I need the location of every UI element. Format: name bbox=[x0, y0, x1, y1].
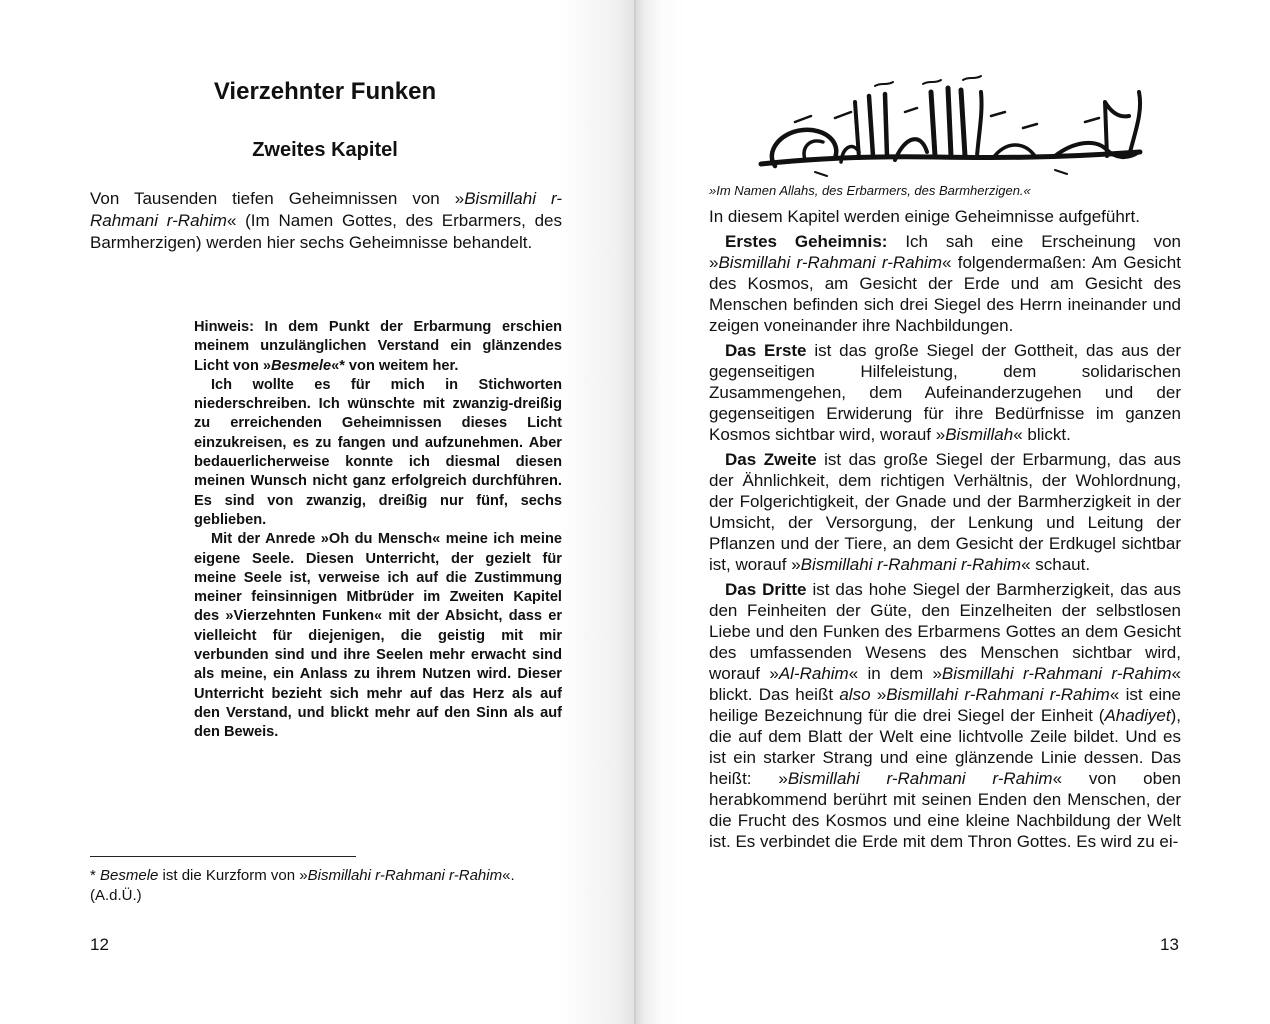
chapter-subtitle: Zweites Kapitel bbox=[252, 139, 398, 161]
body-text: « in dem » bbox=[848, 664, 942, 683]
note-paragraph: Mit der Anrede »Oh du Mensch« meine ich meine eigene Seele. Diesen Unterricht, der gezielt für meine Seele ist, verweise ich auf die Zustimmung meiner feinsinnigen Mitbrüder im Zweiten Kapitel des »Vierzehnten Funken« mit der Absicht, dass er vielleicht für diejenigen, die geistig mit mir verbunden sind und ihre Seelen mehr erwacht sind als meine, ein Anlass zu ihrem Nutzen wird. Dieser Unterricht bezieht sich mehr auf das Herz als auf den Verstand, und blickt mehr auf den Sinn als auf den Beweis. bbox=[194, 531, 562, 741]
body-italic: Bismillahi r-Rahmani r-Rahim bbox=[718, 253, 942, 272]
footnote bbox=[90, 866, 570, 906]
gutter-fold bbox=[634, 0, 636, 1024]
basmala-calligraphy bbox=[755, 72, 1150, 180]
paragraph-heading: Das Zweite bbox=[725, 450, 817, 469]
body-text: ist das hohe Siegel der Barmherzigkeit, das aus den Feinheiten der Güte, den Einzelheiten der selbstlosen Liebe und den Funken des Erbarmens Gottes an dem Gesicht des umfassenden Wesens des Menschen sichtbar wird, worauf » bbox=[709, 580, 1181, 683]
body-text: « folgendermaßen: Am Gesicht des Kosmos, am Gesicht der Erde und am Gesicht des Menschen befinden sich drei Siegel des Herrn ineinander und zeigen voneinander ihre Nachbildungen. bbox=[709, 253, 1181, 335]
body-text: ist das große Siegel der Erbarmung, das aus der Ähnlichkeit, dem richtigen Verhältnis, der Wohlordnung, der Folgerichtigkeit, der Gnade und der Barmherzigkeit in der Umsicht, der Versorgung, der Lenkung und Leitung der Pflanzen und der Tiere, an dem Gesicht der Erdkugel sichtbar ist, worauf » bbox=[709, 450, 1181, 574]
chapter-title: Vierzehnter Funken bbox=[213, 78, 437, 105]
body-text: » bbox=[870, 685, 887, 704]
body-italic: also bbox=[839, 685, 871, 704]
body-italic: Ahadiyet bbox=[1104, 706, 1171, 725]
note-text: Hinweis: In dem Punkt der Erbarmung erschien meinem unzulänglichen Verstand ein glänzendes Licht von » bbox=[194, 319, 562, 374]
body-text: « von oben herabkommend berührt mit seinen Enden den Menschen, der die Frucht des Kosmos und eine kleine Nachbildung der Welt ist. Es verbindet die Erde mit dem Thron Gottes. Es wird zu ei- bbox=[709, 769, 1181, 851]
note-block bbox=[194, 318, 562, 743]
body-italic: Al-Rahim bbox=[778, 664, 849, 683]
page-number-right: 13 bbox=[1160, 935, 1179, 954]
paragraph-heading: Das Erste bbox=[725, 341, 807, 360]
right-page-body bbox=[709, 206, 1181, 856]
body-text: ), die auf dem Blatt der Welt eine lichtvolle Zeile bildet. Und es ist ein starker Strang und eine glänzende Linie dessen. Das heißt: » bbox=[709, 706, 1181, 788]
body-italic: Bismillahi r-Rahmani r-Rahim bbox=[787, 769, 1053, 788]
footnote-text: «. (A.d.Ü.) bbox=[90, 867, 515, 904]
body-text: « ist eine heilige Bezeichnung für die drei Siegel der Einheit ( bbox=[709, 685, 1182, 725]
body-text: « blickt. bbox=[1013, 425, 1071, 444]
body-italic: Bismillahi r-Rahmani r-Rahim bbox=[941, 664, 1172, 683]
note-paragraph bbox=[194, 318, 562, 376]
body-paragraph bbox=[709, 579, 1181, 852]
footnote-text: * bbox=[90, 867, 101, 884]
footnote-italic: Bismillahi r-Rahmani r-Rahim bbox=[307, 867, 503, 884]
body-paragraph bbox=[709, 231, 1181, 336]
paragraph-heading: Das Dritte bbox=[725, 580, 807, 599]
body-text: « blickt. Das heißt bbox=[709, 664, 1182, 704]
body-text: ist das große Siegel der Gottheit, das aus der gegenseitigen Hilfeleistung, dem solidarischen Zusammengehen, dem Aufeinanderzugehen und der gegenseitigen Erwiderung für ihre Bedürfnisse im ganzen Kosmos sichtbar wird, worauf » bbox=[709, 341, 1181, 444]
intro-italic: Bismillahi r-Rahmani r-Rahim bbox=[90, 189, 562, 230]
footnote-text: ist die Kurzform von » bbox=[158, 867, 308, 884]
footnote-divider bbox=[90, 856, 356, 857]
paragraph-heading: Erstes Geheimnis: bbox=[725, 232, 888, 251]
body-paragraph: In diesem Kapitel werden einige Geheimnisse aufgeführt. bbox=[709, 207, 1140, 226]
note-paragraph: Ich wollte es für mich in Stichworten niederschreiben. Ich wünschte mit zwanzig-dreißig zu erreichenden Geheimnissen dieses Licht einzukreisen, es zu fangen und aufzunehmen. Aber bedauerlicherweise konnte ich diesmal diesen meinen Wunsch nicht ganz erfolgreich durchführen. Es sind von zwanzig, dreißig nur fünf, sechs geblieben. bbox=[194, 376, 562, 528]
body-italic: Bismillahi r-Rahmani r-Rahim bbox=[886, 685, 1110, 704]
body-paragraph bbox=[709, 340, 1181, 445]
footnote-italic: Besmele bbox=[100, 867, 159, 884]
body-text: Ich sah eine Erscheinung von » bbox=[709, 232, 1182, 272]
body-text: « schaut. bbox=[1021, 555, 1091, 574]
page-number-left: 12 bbox=[90, 935, 109, 954]
body-italic: Bismillah bbox=[945, 425, 1014, 444]
intro-text: « (Im Namen Gottes, des Erbarmers, des Barmherzigen) werden hier sechs Geheimnisse behandelt. bbox=[90, 211, 562, 252]
basmala-caption: »Im Namen Allahs, des Erbarmers, des Barmherzigen.« bbox=[709, 183, 1031, 198]
note-text: «* von weitem her. bbox=[331, 357, 459, 374]
body-paragraph bbox=[709, 449, 1181, 575]
intro-text: Von Tausenden tiefen Geheimnissen von » bbox=[90, 189, 465, 208]
body-italic: Bismillahi r-Rahmani r-Rahim bbox=[800, 555, 1022, 574]
intro-paragraph bbox=[90, 188, 562, 254]
note-italic: Besmele bbox=[271, 357, 332, 374]
